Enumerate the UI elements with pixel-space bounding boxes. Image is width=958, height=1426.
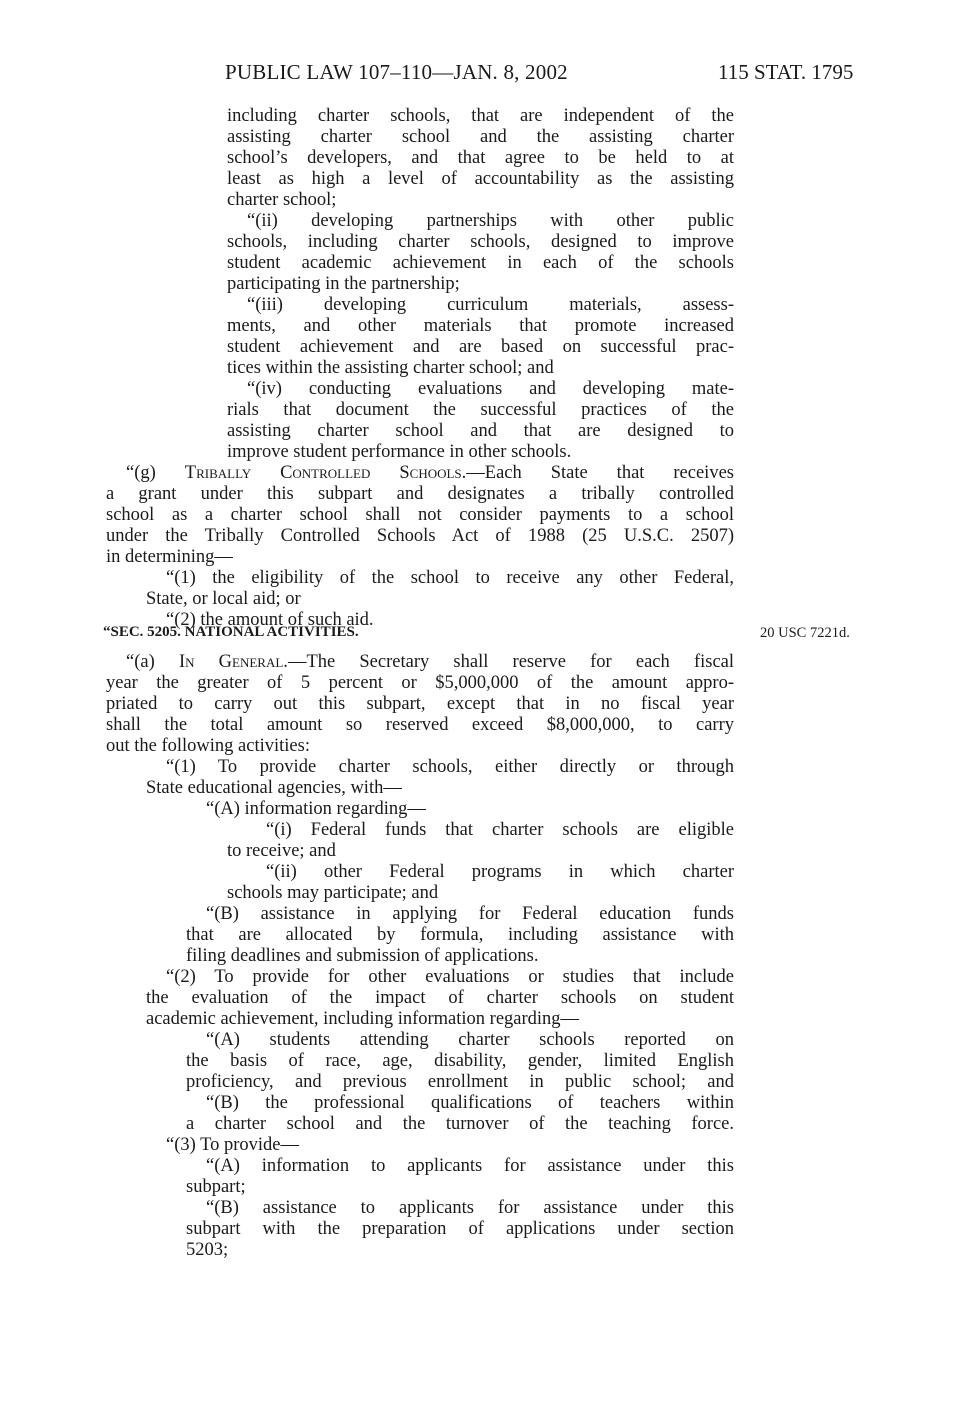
- text-line: participating in the partnership;: [227, 274, 460, 294]
- text-line: in determining—: [106, 547, 233, 567]
- text-line: “(A) students attending charter schools reported on: [206, 1030, 734, 1050]
- subsection-title: In General.: [178, 652, 288, 672]
- text-line: shall the total amount so reserved exceed $8,000,000, to carry: [106, 715, 734, 735]
- subsection-a-heading-line: [126, 652, 734, 672]
- text-line: schools, including charter schools, designed to improve: [227, 232, 734, 252]
- text-line: student achievement and are based on successful prac-: [227, 337, 734, 357]
- text-line: out the following activities:: [106, 736, 310, 756]
- text-line: charter school;: [227, 190, 337, 210]
- text-line: “(iii) developing curriculum materials, assess-: [247, 295, 734, 315]
- text-line: including charter schools, that are independent of the: [227, 106, 734, 126]
- text-line: rials that document the successful practices of the: [227, 400, 734, 420]
- text-line: State, or local aid; or: [146, 589, 301, 609]
- text-line: schools may participate; and: [227, 883, 439, 903]
- text-line: 5203;: [186, 1240, 229, 1260]
- text-line: tices within the assisting charter school; and: [227, 358, 554, 378]
- text-line: “(2) To provide for other evaluations or studies that include: [166, 967, 734, 987]
- text-line: subpart;: [186, 1177, 246, 1197]
- text-line: “(A) information to applicants for assistance under this: [206, 1156, 734, 1176]
- subsection-lead-text: —Each State that receives: [466, 463, 734, 483]
- subsection-title: Tribally Controlled Schools.: [184, 463, 467, 483]
- text-line: year the greater of 5 percent or $5,000,000 of the amount appro-: [106, 673, 734, 693]
- subsection-label: “(a): [126, 652, 179, 672]
- text-line: ments, and other materials that promote increased: [227, 316, 734, 336]
- text-line: to receive; and: [227, 841, 336, 861]
- text-line: priated to carry out this subpart, except that in no fiscal year: [106, 694, 734, 714]
- text-line: “(i) Federal funds that charter schools are eligible: [266, 820, 734, 840]
- text-line: “(1) To provide charter schools, either directly or through: [166, 757, 734, 777]
- text-line: a grant under this subpart and designates a tribally controlled: [106, 484, 734, 504]
- text-line: “(ii) developing partnerships with other public: [247, 211, 734, 231]
- text-line: student academic achievement in each of the schools: [227, 253, 734, 273]
- text-line: “(3) To provide—: [166, 1135, 299, 1155]
- text-line: school as a charter school shall not consider payments to a school: [106, 505, 734, 525]
- text-line: a charter school and the turnover of the teaching force.: [186, 1114, 734, 1134]
- text-line: “(B) assistance to applicants for assistance under this: [206, 1198, 734, 1218]
- text-line: “(B) the professional qualifications of teachers within: [206, 1093, 734, 1113]
- text-line: the basis of race, age, disability, gender, limited English: [186, 1051, 734, 1071]
- text-line: filing deadlines and submission of applications.: [186, 946, 539, 966]
- text-line: under the Tribally Controlled Schools Act of 1988 (25 U.S.C. 2507): [106, 526, 734, 546]
- text-line: school’s developers, and that agree to be held to at: [227, 148, 734, 168]
- text-line: assisting charter school and the assisting charter: [227, 127, 734, 147]
- text-line: “(B) assistance in applying for Federal education funds: [206, 904, 734, 924]
- text-line: the evaluation of the impact of charter schools on student: [146, 988, 734, 1008]
- text-line: subpart with the preparation of applications under section: [186, 1219, 734, 1239]
- law-citation-header: PUBLIC LAW 107–110—JAN. 8, 2002: [225, 60, 568, 84]
- subsection-g-heading-line: [126, 463, 734, 483]
- text-line: improve student performance in other schools.: [227, 442, 572, 462]
- text-line: “(A) information regarding—: [206, 799, 426, 819]
- section-heading: “SEC. 5205. NATIONAL ACTIVITIES.: [103, 624, 359, 640]
- text-line: least as high a level of accountability as the assisting: [227, 169, 734, 189]
- text-line: “(ii) other Federal programs in which charter: [266, 862, 734, 882]
- text-line: assisting charter school and that are designed to: [227, 421, 734, 441]
- text-line: “(1) the eligibility of the school to receive any other Federal,: [166, 568, 734, 588]
- subsection-lead-text: —The Secretary shall reserve for each fiscal: [287, 652, 735, 672]
- text-line: that are allocated by formula, including assistance with: [186, 925, 734, 945]
- usc-margin-note: 20 USC 7221d.: [760, 625, 850, 641]
- subsection-label: “(g): [126, 463, 185, 483]
- page-reference-header: 115 STAT. 1795: [718, 60, 854, 84]
- text-line: proficiency, and previous enrollment in public school; and: [186, 1072, 734, 1092]
- text-line: State educational agencies, with—: [146, 778, 402, 798]
- text-line: “(iv) conducting evaluations and developing mate-: [247, 379, 734, 399]
- text-line: academic achievement, including information regarding—: [146, 1009, 580, 1029]
- text-line: “(2) the amount of such aid.: [166, 610, 374, 630]
